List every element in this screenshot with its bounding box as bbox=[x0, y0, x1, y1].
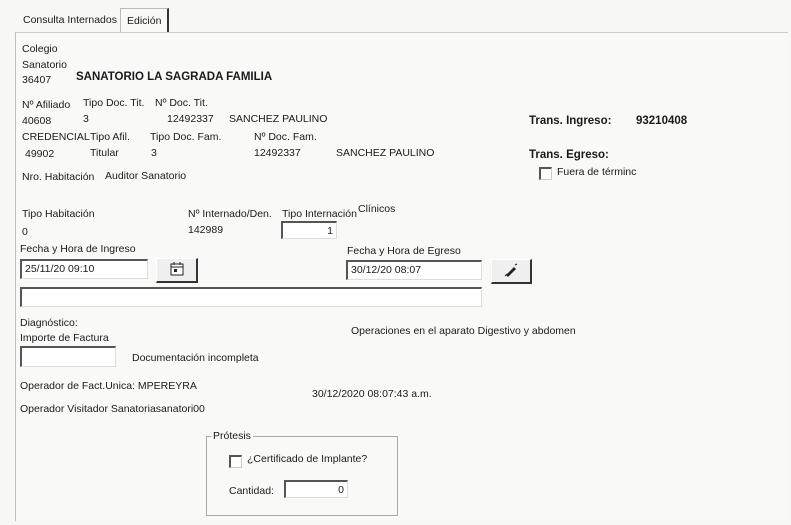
tipo-internacion-label: Tipo Internación bbox=[282, 208, 357, 220]
tipo-afil-value: Titular bbox=[90, 147, 119, 159]
tipo-habitacion-value: 0 bbox=[22, 226, 28, 238]
fuera-termino-label: Fuera de términc bbox=[557, 166, 637, 178]
sanatorio-name: SANATORIO LA SAGRADA FAMILIA bbox=[76, 71, 273, 83]
importe-factura-label: Importe de Factura bbox=[20, 332, 109, 344]
diagnostico-value: Operaciones en el aparato Digestivo y abdomen bbox=[351, 325, 576, 337]
fecha-ingreso-field[interactable]: 25/11/20 09:10 bbox=[20, 259, 148, 279]
sanatorio-code: 36407 bbox=[22, 74, 52, 86]
fuera-termino-checkbox[interactable] bbox=[539, 167, 552, 180]
nombre-familiar: SANCHEZ PAULINO bbox=[336, 147, 435, 159]
credencial-header: CREDENCIAL bbox=[22, 131, 90, 143]
operador-timestamp: 30/12/2020 08:07:43 a.m. bbox=[312, 388, 432, 400]
nro-doc-fam-value: 12492337 bbox=[254, 147, 301, 159]
nro-doc-tit-header: Nº Doc. Tit. bbox=[155, 97, 208, 109]
fecha-ingreso-label: Fecha y Hora de Ingreso bbox=[20, 243, 136, 255]
fecha-egreso-button[interactable] bbox=[491, 259, 532, 284]
auditor-sanatorio-label: Auditor Sanatorio bbox=[105, 170, 187, 182]
nro-internado-label: Nº Internado/Den. bbox=[188, 208, 272, 220]
tipo-doc-tit-header: Tipo Doc. Tit. bbox=[83, 97, 145, 109]
protesis-group bbox=[206, 436, 398, 516]
tipo-doc-tit-value: 3 bbox=[83, 113, 89, 125]
operador-fact-label: Operador de Fact.Unica: MPEREYRA bbox=[20, 380, 197, 392]
nro-habitacion-label: Nro. Habitación bbox=[22, 171, 95, 183]
cantidad-field[interactable]: 0 bbox=[284, 480, 348, 498]
nro-internado-value: 142989 bbox=[188, 224, 224, 236]
fecha-egreso-label: Fecha y Hora de Egreso bbox=[347, 245, 461, 257]
calendar-icon bbox=[169, 261, 185, 280]
nombre-titular: SANCHEZ PAULINO bbox=[229, 113, 328, 125]
operador-visitador-label: Operador Visitador Sanatoriasanatori00 bbox=[20, 403, 205, 415]
protesis-legend: Prótesis bbox=[213, 430, 251, 442]
fecha-ingreso-button[interactable] bbox=[156, 258, 198, 283]
certificado-implante-label: ¿Certificado de Implante? bbox=[247, 453, 368, 465]
clinicos-label: Clínicos bbox=[358, 203, 396, 215]
edit-pencil-icon bbox=[503, 262, 519, 281]
tipo-doc-fam-value: 3 bbox=[151, 147, 157, 159]
tab-edicion[interactable]: Edición bbox=[120, 8, 169, 32]
tipo-habitacion-label: Tipo Habitación bbox=[22, 208, 95, 220]
tipo-afil-header: Tipo Afil. bbox=[90, 131, 130, 143]
importe-factura-field[interactable] bbox=[20, 346, 116, 367]
trans-egreso-label: Trans. Egreso: bbox=[529, 149, 609, 161]
nro-doc-fam-header: Nº Doc. Fam. bbox=[254, 131, 317, 143]
diagnostico-label: Diagnóstico: bbox=[20, 317, 78, 329]
documentacion-incompleta-label: Documentación incompleta bbox=[132, 352, 259, 364]
tipo-doc-fam-header: Tipo Doc. Fam. bbox=[150, 131, 222, 143]
tab-consulta-internados[interactable]: Consulta Internados bbox=[23, 14, 117, 26]
trans-ingreso-value: 93210408 bbox=[636, 115, 688, 127]
nro-doc-tit-value: 12492337 bbox=[167, 113, 214, 125]
observaciones-field[interactable] bbox=[20, 287, 482, 307]
tipo-internacion-field[interactable]: 1 bbox=[281, 221, 337, 239]
credencial-value: 49902 bbox=[25, 148, 55, 160]
certificado-implante-checkbox[interactable] bbox=[229, 455, 242, 468]
colegio-label: Colegio bbox=[22, 43, 58, 55]
fecha-egreso-field[interactable]: 30/12/20 08:07 bbox=[346, 260, 482, 280]
trans-ingreso-label: Trans. Ingreso: bbox=[529, 115, 612, 127]
cantidad-label: Cantidad: bbox=[229, 485, 274, 497]
nro-afiliado-value: 40608 bbox=[22, 115, 52, 127]
nro-afiliado-header: Nº Afiliado bbox=[22, 99, 71, 111]
sanatorio-label: Sanatorio bbox=[22, 59, 67, 71]
